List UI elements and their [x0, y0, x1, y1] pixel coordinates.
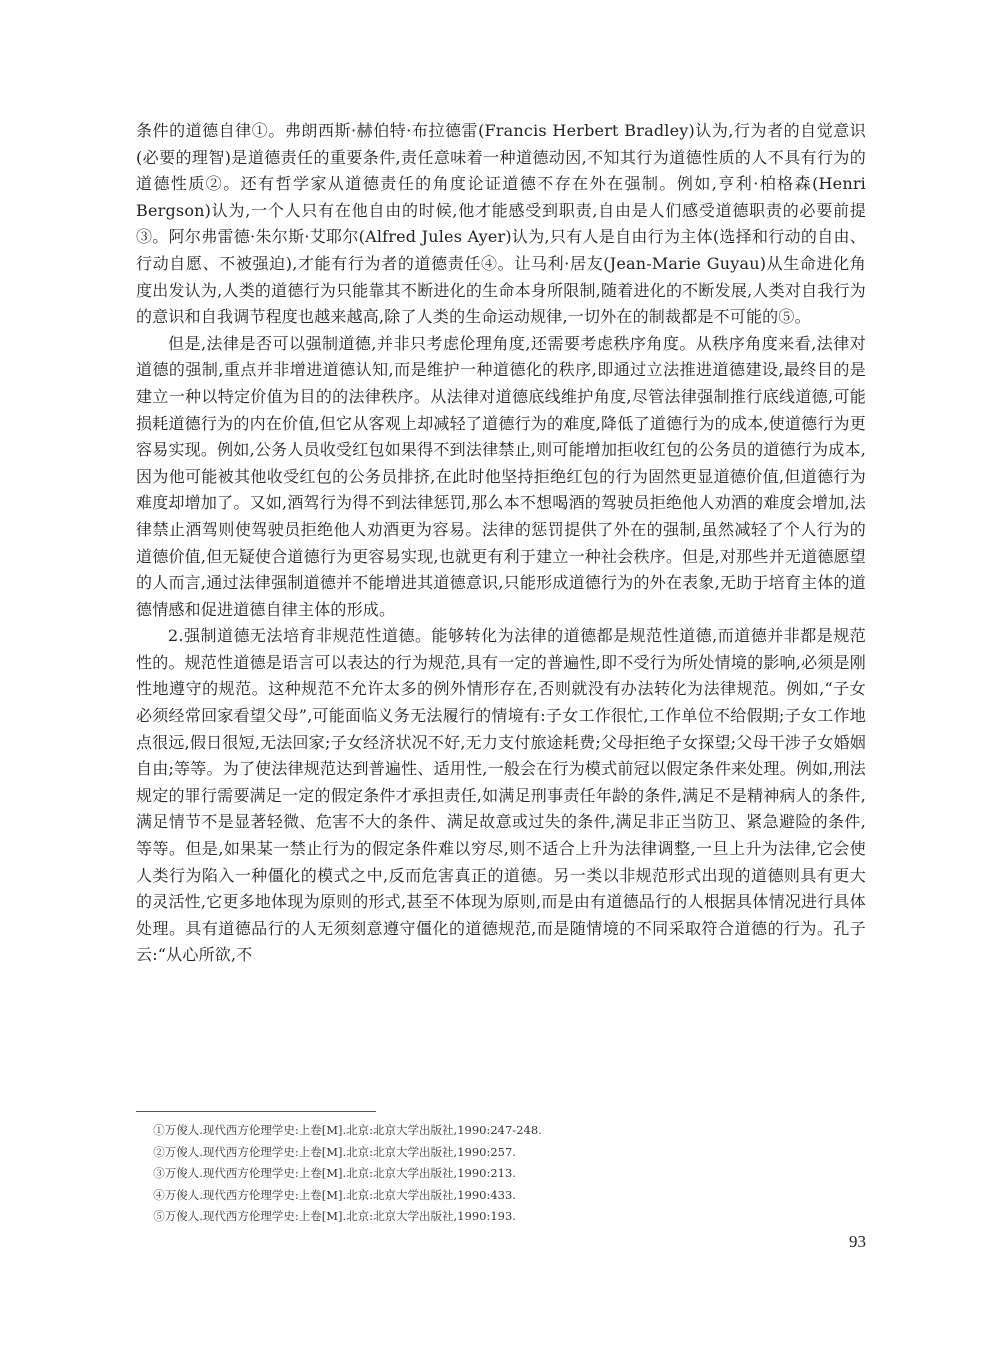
- paragraph-continued: 条件的道德自律①。弗朗西斯·赫伯特·布拉德雷(Francis Herbert Bradley)认为,行为者的自觉意识(必要的理智)是道德责任的重要条件,责任意味着一种道德动因,不知其行为道德性质的人不具有行为的道德性质②。还有哲学家从道德责任的角度论证道德不存在外在强制。例如,亨利·柏格森(Henri Bergson)认为,一个人只有在他自由的时候,他才能感受到职责,自由是人们感受道德职责的必要前提③。阿尔弗雷德·朱尔斯·艾耶尔(Alfred Jules Ayer)认为,只有人是自由行为主体(选择和行动的自由、行动自愿、不被强迫),才能有行为者的道德责任④。让马利·居友(Jean-Marie Guyau)从生命进化角度出发认为,人类的道德行为只能靠其不断进化的生命本身所限制,随着进化的不断发展,人类对自我行为的意识和自我调节程度也越来越高,除了人类的生命运动规律,一切外在的制裁都是不可能的⑤。: [136, 121, 866, 327]
- paragraph-order-perspective: 但是,法律是否可以强制道德,并非只考虑伦理角度,还需要考虑秩序角度。从秩序角度来看,法律对道德的强制,重点并非增进道德认知,而是维护一种道德化的秩序,即通过立法推进道德建设,最终目的是建立一种以特定价值为目的的法律秩序。从法律对道德底线维护角度,尽管法律强制推行底线道德,可能损耗道德行为的内在价值,但它从客观上却减轻了道德行为的难度,降低了道德行为的成本,使道德行为更容易实现。例如,公务人员收受红包如果得不到法律禁止,则可能增加拒收红包的公务员的道德行为成本,因为他可能被其他收受红包的公务员排挤,在此时他坚持拒绝红包的行为固然更显道德价值,但道德行为难度却增加了。又如,酒驾行为得不到法律惩罚,那么本不想喝酒的驾驶员拒绝他人劝酒的难度会增加,法律禁止酒驾则使驾驶员拒绝他人劝酒更为容易。法律的惩罚提供了外在的强制,虽然减轻了个人行为的道德价值,但无疑使合道德行为更容易实现,也就更有利于建立一种社会秩序。但是,对那些并无道德愿望的人而言,通过法律强制道德并不能增进其道德意识,只能形成道德行为的外在表象,无助于培育主体的道德情感和促进道德自律主体的形成。: [136, 333, 866, 619]
- footnote-3: ③万俊人.现代西方伦理学史:上卷[M].北京:北京大学出版社,1990:213.: [153, 1166, 516, 1181]
- footnote-2: ②万俊人.现代西方伦理学史:上卷[M].北京:北京大学出版社,1990:257.: [153, 1144, 516, 1159]
- body-text: [136, 118, 866, 969]
- footnotes: [136, 1120, 866, 1228]
- paragraph-section-2: 2.强制道德无法培育非规范性道德。能够转化为法律的道德都是规范性道德,而道德并非都是规范性的。规范性道德是语言可以表达的行为规范,具有一定的普遍性,即不受行为所处情境的影响,必须是刚性地遵守的规范。这种规范不允许太多的例外情形存在,否则就没有办法转化为法律规范。例如,“子女必须经常回家看望父母”,可能面临义务无法履行的情境有:子女工作很忙,工作单位不给假期;子女工作地点很远,假日很短,无法回家;子女经济状况不好,无力支付旅途耗费;父母拒绝子女探望;父母干涉子女婚姻自由;等等。为了使法律规范达到普遍性、适用性,一般会在行为模式前冠以假定条件来处理。例如,刑法规定的罪行需要满足一定的假定条件才承担责任,如满足刑事责任年龄的条件,满足不是精神病人的条件,满足情节不是显著轻微、危害不大的条件、满足故意或过失的条件,满足非正当防卫、紧急避险的条件,等等。但是,如果某一禁止行为的假定条件难以穷尽,则不适合上升为法律调整,一旦上升为法律,它会使人类行为陷入一种僵化的模式之中,反而危害真正的道德。另一类以非规范形式出现的道德则具有更大的灵活性,它更多地体现为原则的形式,甚至不体现为原则,而是由有道德品行的人根据具体情况进行具体处理。具有道德品行的人无须刻意遵守僵化的道德规范,而是随情境的不同采取符合道德的行为。孔子云:“从心所欲,不: [136, 626, 866, 965]
- footnote-divider: [136, 1111, 376, 1112]
- footnote-5: ⑤万俊人.现代西方伦理学史:上卷[M].北京:北京大学出版社,1990:193.: [153, 1209, 516, 1224]
- page-number: 93: [849, 1232, 866, 1251]
- footnote-4: ④万俊人.现代西方伦理学史:上卷[M].北京:北京大学出版社,1990:433.: [153, 1187, 516, 1202]
- page: [136, 0, 866, 1347]
- footnote-1: ①万俊人.现代西方伦理学史:上卷[M].北京:北京大学出版社,1990:247-248.: [153, 1123, 542, 1137]
